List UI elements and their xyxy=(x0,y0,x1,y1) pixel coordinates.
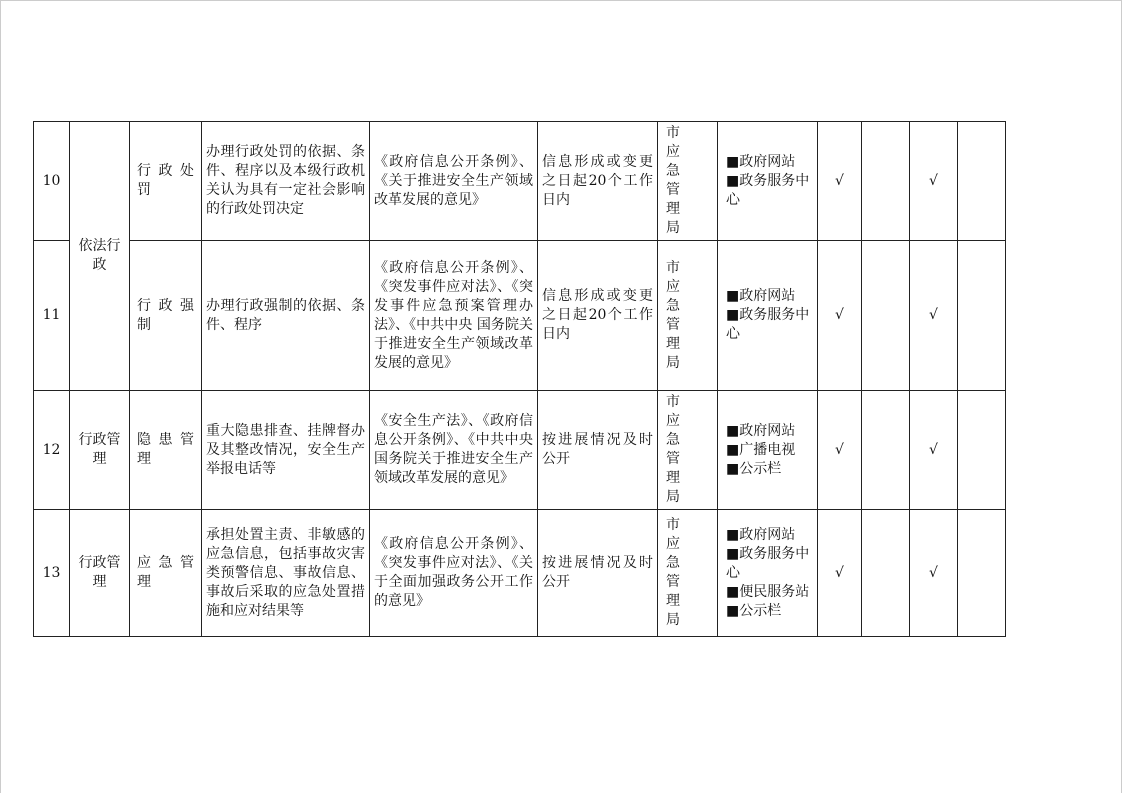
content-cell: 办理行政处罚的依据、条件、程序以及本级行政机关认为具有一定社会影响的行政处罚决定 xyxy=(202,122,370,241)
mark-cell xyxy=(958,241,1006,391)
item-cell: 应急管理 xyxy=(130,510,202,637)
mark-cell xyxy=(958,510,1006,637)
mark-cell: √ xyxy=(818,241,862,391)
disclosure-table xyxy=(33,121,1006,637)
mark-cell: √ xyxy=(818,391,862,510)
row-number: 11 xyxy=(34,241,70,391)
subject-cell: 市应急管理局 xyxy=(658,122,718,241)
period-cell: 信息形成或变更之日起20个工作日内 xyxy=(538,122,658,241)
mark-cell: √ xyxy=(818,510,862,637)
table-row xyxy=(34,510,1006,637)
table-row xyxy=(34,122,1006,241)
channel-cell xyxy=(718,122,818,241)
basis-cell: 《安全生产法》、《政府信息公开条例》、《中共中央 国务院关于推进安全生产领域改革发展的意见》 xyxy=(370,391,538,510)
category-cell: 行政管理 xyxy=(70,510,130,637)
category-cell: 依法行政 xyxy=(70,122,130,391)
table-row xyxy=(34,391,1006,510)
mark-cell xyxy=(958,391,1006,510)
mark-cell xyxy=(862,241,910,391)
channel-item: ■公示栏 xyxy=(726,602,782,619)
mark-cell xyxy=(862,391,910,510)
mark-cell: √ xyxy=(910,510,958,637)
channel-item: ■政务服务中心 xyxy=(726,172,810,208)
period-cell: 按进展情况及时公开 xyxy=(538,391,658,510)
channel-cell xyxy=(718,510,818,637)
content-cell: 重大隐患排查、挂牌督办及其整改情况，安全生产举报电话等 xyxy=(202,391,370,510)
mark-cell: √ xyxy=(818,122,862,241)
basis-cell: 《政府信息公开条例》、《关于推进安全生产领域改革发展的意见》 xyxy=(370,122,538,241)
mark-cell xyxy=(958,122,1006,241)
category-cell: 行政管理 xyxy=(70,391,130,510)
subject-cell: 市应急管理局 xyxy=(658,391,718,510)
channel-item: ■公示栏 xyxy=(726,460,782,477)
channel-cell xyxy=(718,241,818,391)
channel-item: ■便民服务站 xyxy=(726,583,810,600)
row-number: 13 xyxy=(34,510,70,637)
channel-item: ■政府网站 xyxy=(726,288,796,304)
basis-cell: 《政府信息公开条例》、《突发事件应对法》、《关于全面加强政务公开工作的意见》 xyxy=(370,510,538,637)
mark-cell: √ xyxy=(910,241,958,391)
basis-cell: 《政府信息公开条例》、《突发事件应对法》、《突发事件应急预案管理办法》、《中共中央 国务院关于推进安全生产领域改革发展的意见》 xyxy=(370,241,538,391)
item-cell: 行政处罚 xyxy=(130,122,202,241)
channel-item: ■政府网站 xyxy=(726,526,796,543)
mark-cell: √ xyxy=(910,391,958,510)
mark-cell: √ xyxy=(910,122,958,241)
content-cell: 承担处置主责、非敏感的应急信息，包括事故灾害类预警信息、事故信息、事故后采取的应急处置措施和应对结果等 xyxy=(202,510,370,637)
mark-cell xyxy=(862,122,910,241)
item-cell: 行政强制 xyxy=(130,241,202,391)
period-cell: 按进展情况及时公开 xyxy=(538,510,658,637)
page-border-left xyxy=(0,0,1,793)
subject-cell: 市应急管理局 xyxy=(658,510,718,637)
channel-item: ■广播电视 xyxy=(726,441,796,458)
item-cell: 隐患管理 xyxy=(130,391,202,510)
subject-cell: 市应急管理局 xyxy=(658,241,718,391)
row-number: 10 xyxy=(34,122,70,241)
channel-item: ■政府网站 xyxy=(726,422,796,439)
channel-item: ■政务服务中心 xyxy=(726,545,810,581)
period-cell: 信息形成或变更之日起20个工作日内 xyxy=(538,241,658,391)
table-row xyxy=(34,241,1006,391)
content-cell: 办理行政强制的依据、条件、程序 xyxy=(202,241,370,391)
page-border-top xyxy=(0,0,1122,1)
row-number: 12 xyxy=(34,391,70,510)
channel-item: ■政府网站 xyxy=(726,153,796,170)
channel-cell xyxy=(718,391,818,510)
mark-cell xyxy=(862,510,910,637)
channel-item: ■政务服务中心 xyxy=(726,307,810,342)
